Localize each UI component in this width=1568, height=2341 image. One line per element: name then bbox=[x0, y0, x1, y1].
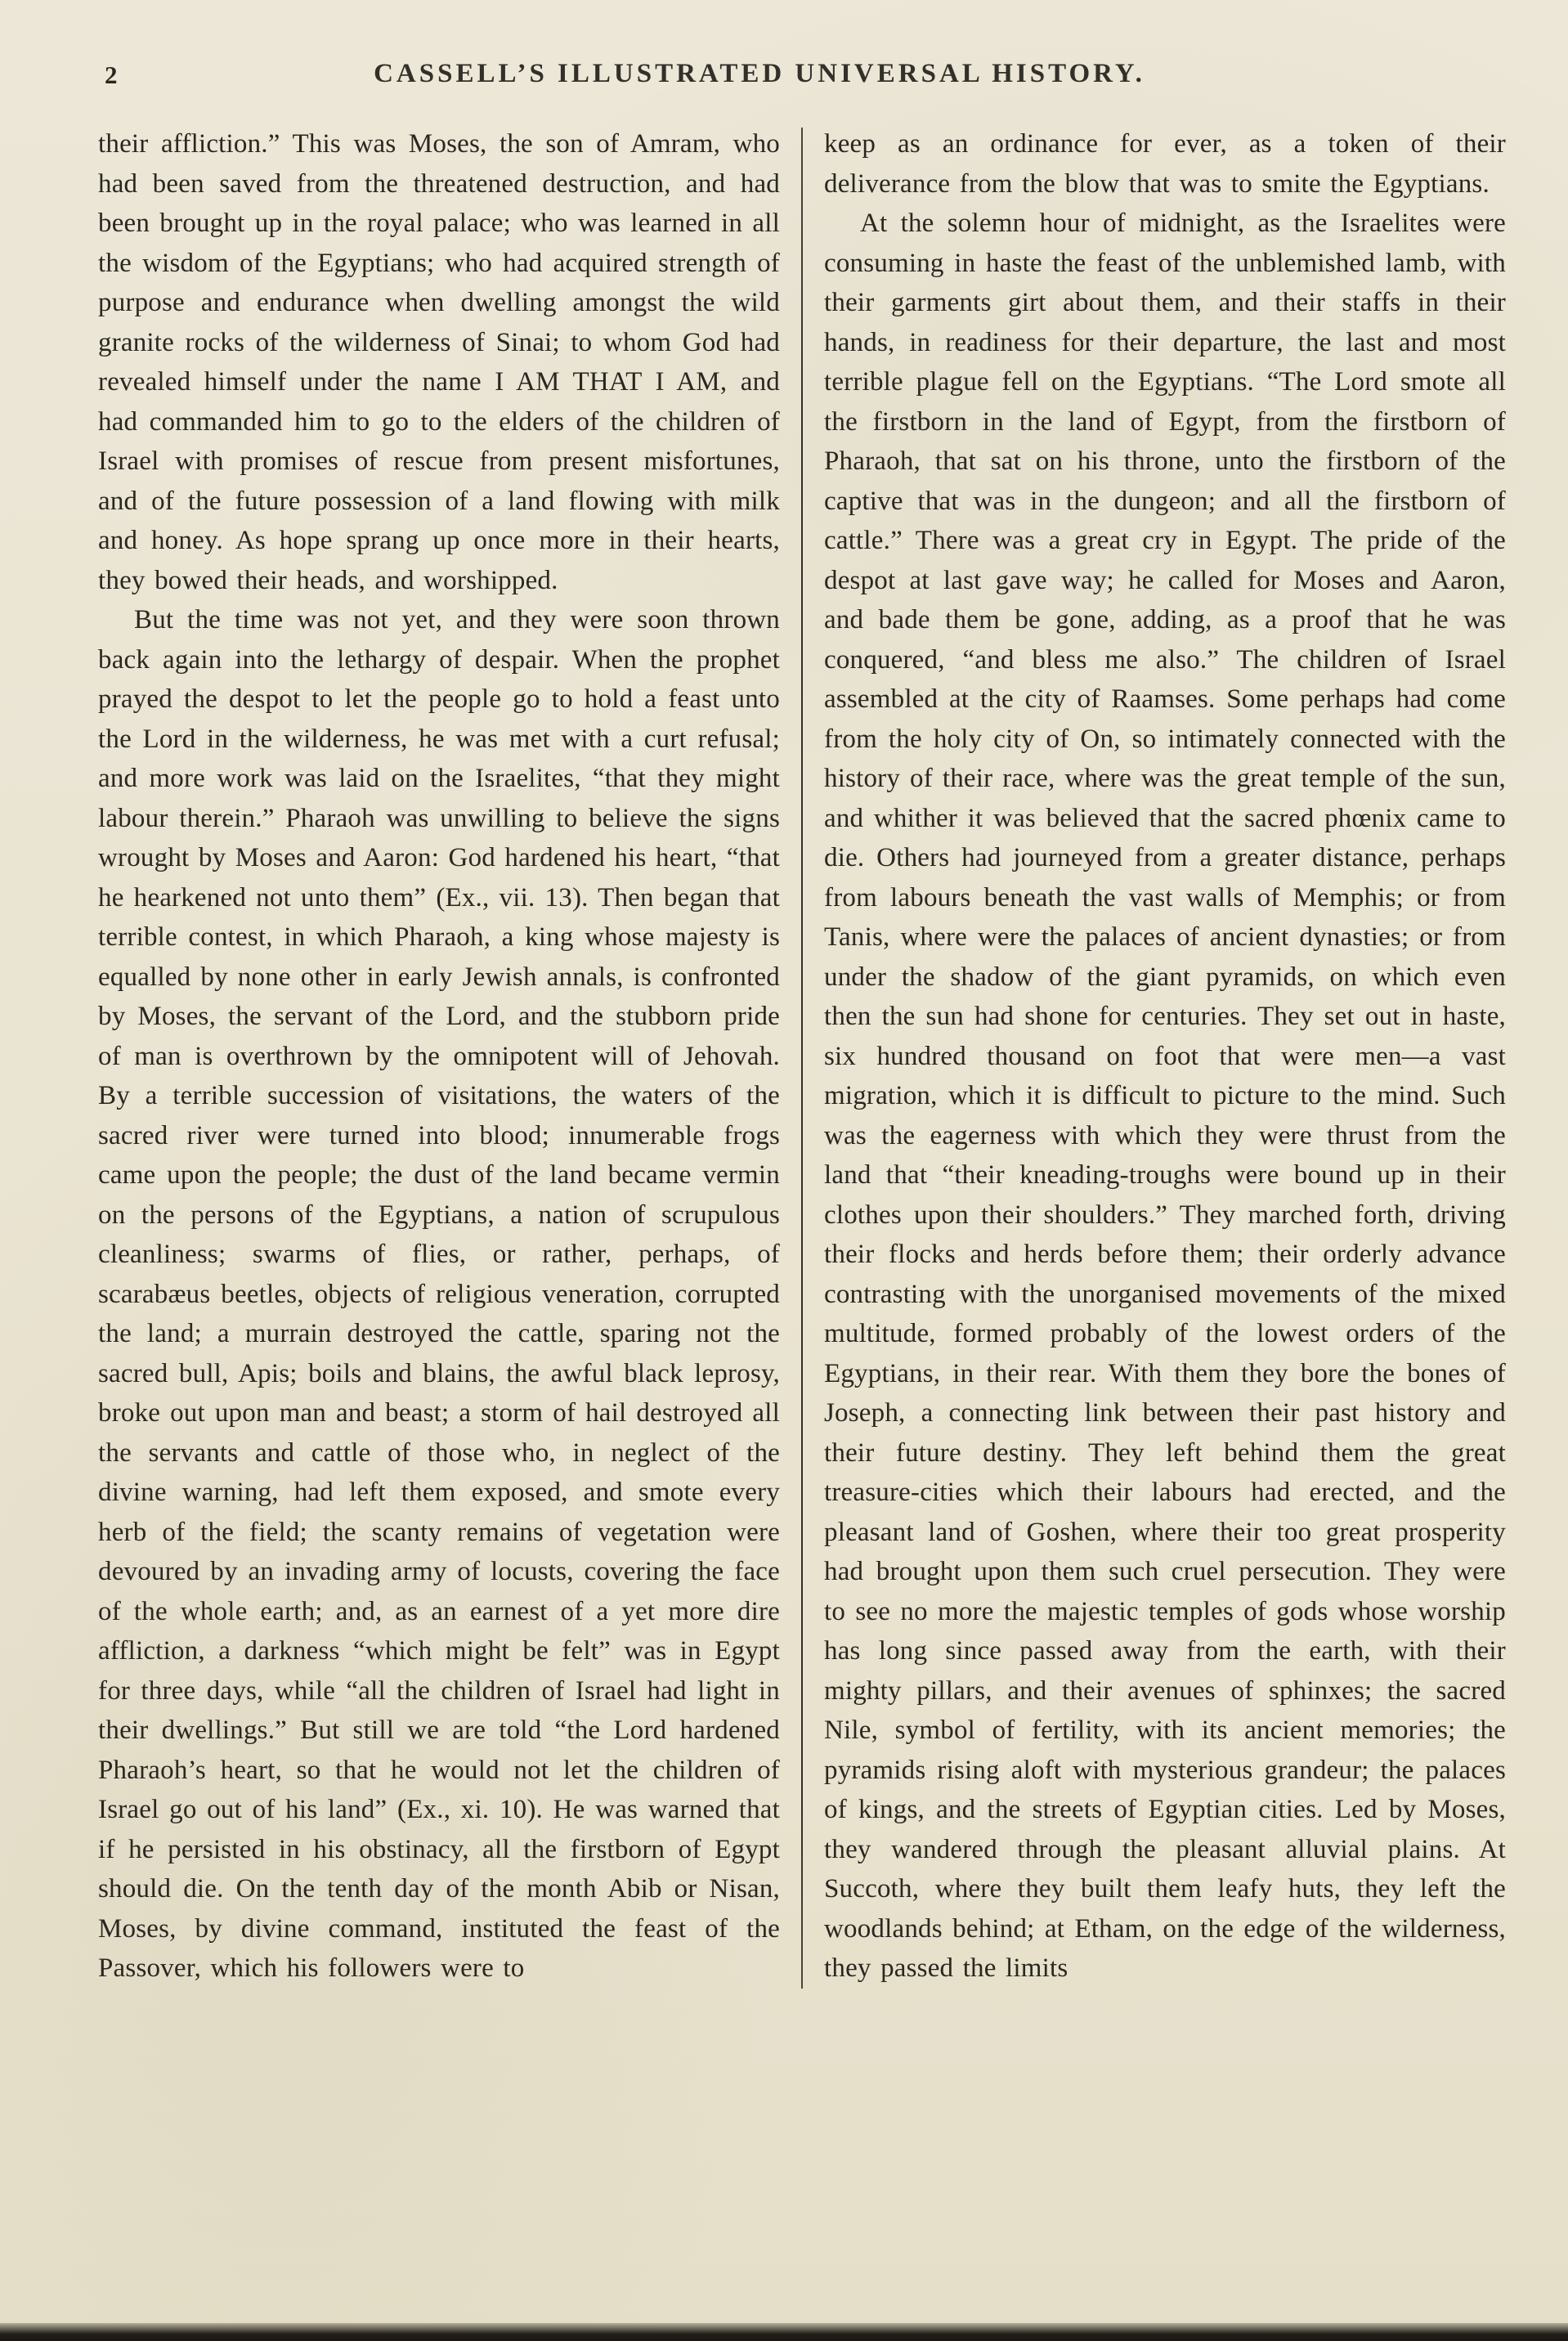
running-title: CASSELL’S ILLUSTRATED UNIVERSAL HISTORY. bbox=[374, 59, 1145, 88]
column-divider-rule bbox=[801, 128, 803, 1989]
page-header bbox=[0, 0, 1568, 101]
paragraph: At the solemn hour of midnight, as the Israelites were consuming in haste the feast of the unblemished lamb, with their garments girt about them, and their staffs in their hands, in readiness for their departure, the last and most terrible plague fell on the Egyptians. “The Lord smote all the firstborn in the land of Egypt, from the firstborn of Pharaoh, that sat on his throne, unto the firstborn of the captive that was in the dungeon; and all the firstborn of cattle.” There was a great cry in Egypt. The pride of the despot at last gave way; he called for Moses and Aaron, and bade them be gone, adding, as a proof that he was conquered, “and bless me also.” The children of Israel assembled at the city of Raamses. Some perhaps had come from the holy city of On, so intimately connected with the history of their race, where was the great temple of the sun, and whither it was believed that the sacred phœnix came to die. Others had journeyed from a greater distance, perhaps from labours beneath the vast walls of Memphis; or from Tanis, where were the palaces of ancient dynasties; or from under the shadow of the giant pyramids, on which even then the sun had shone for centuries. They set out in haste, six hundred thousand on foot that were men—a vast migration, which it is difficult to picture to the mind. Such was the eagerness with which they were thrust from the land that “their kneading-troughs were bound up in their clothes upon their shoulders.” They marched forth, driving their flocks and herds before them; their orderly advance contrasting with the unorganised movements of the mixed multitude, formed probably of the lowest orders of the Egyptians, in their rear. With them they bore the bones of Joseph, a connecting link between their past history and their future destiny. They left behind them the great treasure-cities which their labours had erected, and the pleasant land of Goshen, where their too great prosperity had brought upon them such cruel persecution. They were to see no more the majestic temples of gods whose worship has long since passed away from the earth, with their mighty pillars, and their avenues of sphinxes; the sacred Nile, symbol of fertility, with its ancient memories; the pyramids rising aloft with mysterious grandeur; the palaces of kings, and the streets of Egyptian cities. Led by Moses, they wandered through the pleasant alluvial plains. At Succoth, where they built them leafy huts, they left the woodlands behind; at Etham, on the edge of the wilderness, they passed the limits bbox=[824, 209, 1506, 1983]
page-number: 2 bbox=[105, 61, 119, 89]
paragraph-continued: keep as an ordinance for ever, as a token of their deliverance from the blow that was to smite the Egyptians. bbox=[824, 129, 1506, 199]
paragraph: But the time was not yet, and they were soon thrown back again into the lethargy of despair. When the prophet prayed the despot to let the people go to hold a feast unto the Lord in the wilderness, he was met with a curt refusal; and more work was laid on the Israelites, “that they might labour therein.” Pharaoh was unwilling to believe the signs wrought by Moses and Aaron: God hardened his heart, “that he hearkened not unto them” (Ex., vii. 13). Then began that terrible contest, in which Pharaoh, a king whose majesty is equalled by none other in early Jewish annals, is confronted by Moses, the servant of the Lord, and the stubborn pride of man is overthrown by the omnipotent will of Jehovah. By a terrible succession of visitations, the waters of the sacred river were turned into blood; innumerable frogs came upon the people; the dust of the land became vermin on the persons of the Egyptians, a nation of scrupulous cleanliness; swarms of flies, or rather, perhaps, of scarabæus beetles, objects of religious veneration, corrupted the land; a murrain destroyed the cattle, sparing not the sacred bull, Apis; boils and blains, the awful black leprosy, broke out upon man and beast; a storm of hail destroyed all the servants and cattle of those who, in neglect of the divine warning, had left them exposed, and smote every herb of the field; the scanty remains of vegetation were devoured by an invading army of locusts, covering the face of the whole earth; and, as an earnest of a yet more dire affliction, a darkness “which might be felt” was in Egypt for three days, while “all the children of Israel had light in their dwellings.” But still we are told “the Lord hardened Pharaoh’s heart, so that he would not let the children of Israel go out of his land” (Ex., xi. 10). He was warned that if he persisted in his obstinacy, all the firstborn of Egypt should die. On the tenth day of the month Abib or Nisan, Moses, by divine command, instituted the feast of the Passover, which his followers were to bbox=[98, 605, 780, 1983]
text-columns bbox=[0, 101, 1568, 1989]
left-column bbox=[98, 124, 780, 1989]
right-column bbox=[824, 124, 1506, 1989]
paragraph-continued: their affliction.” This was Moses, the son of Amram, who had been saved from the threatened destruction, and had been brought up in the royal palace; who was learned in all the wisdom of the Egyptians; who had acquired strength of purpose and endurance when dwelling amongst the wild granite rocks of the wilderness of Sinai; to whom God had revealed himself under the name I AM THAT I AM, and had commanded him to go to the elders of the children of Israel with promises of rescue from present misfortunes, and of the future possession of a land flowing with milk and honey. As hope sprang up once more in their hearts, they bowed their heads, and worshipped. bbox=[98, 129, 780, 595]
scan-edge-shadow bbox=[0, 2323, 1568, 2341]
